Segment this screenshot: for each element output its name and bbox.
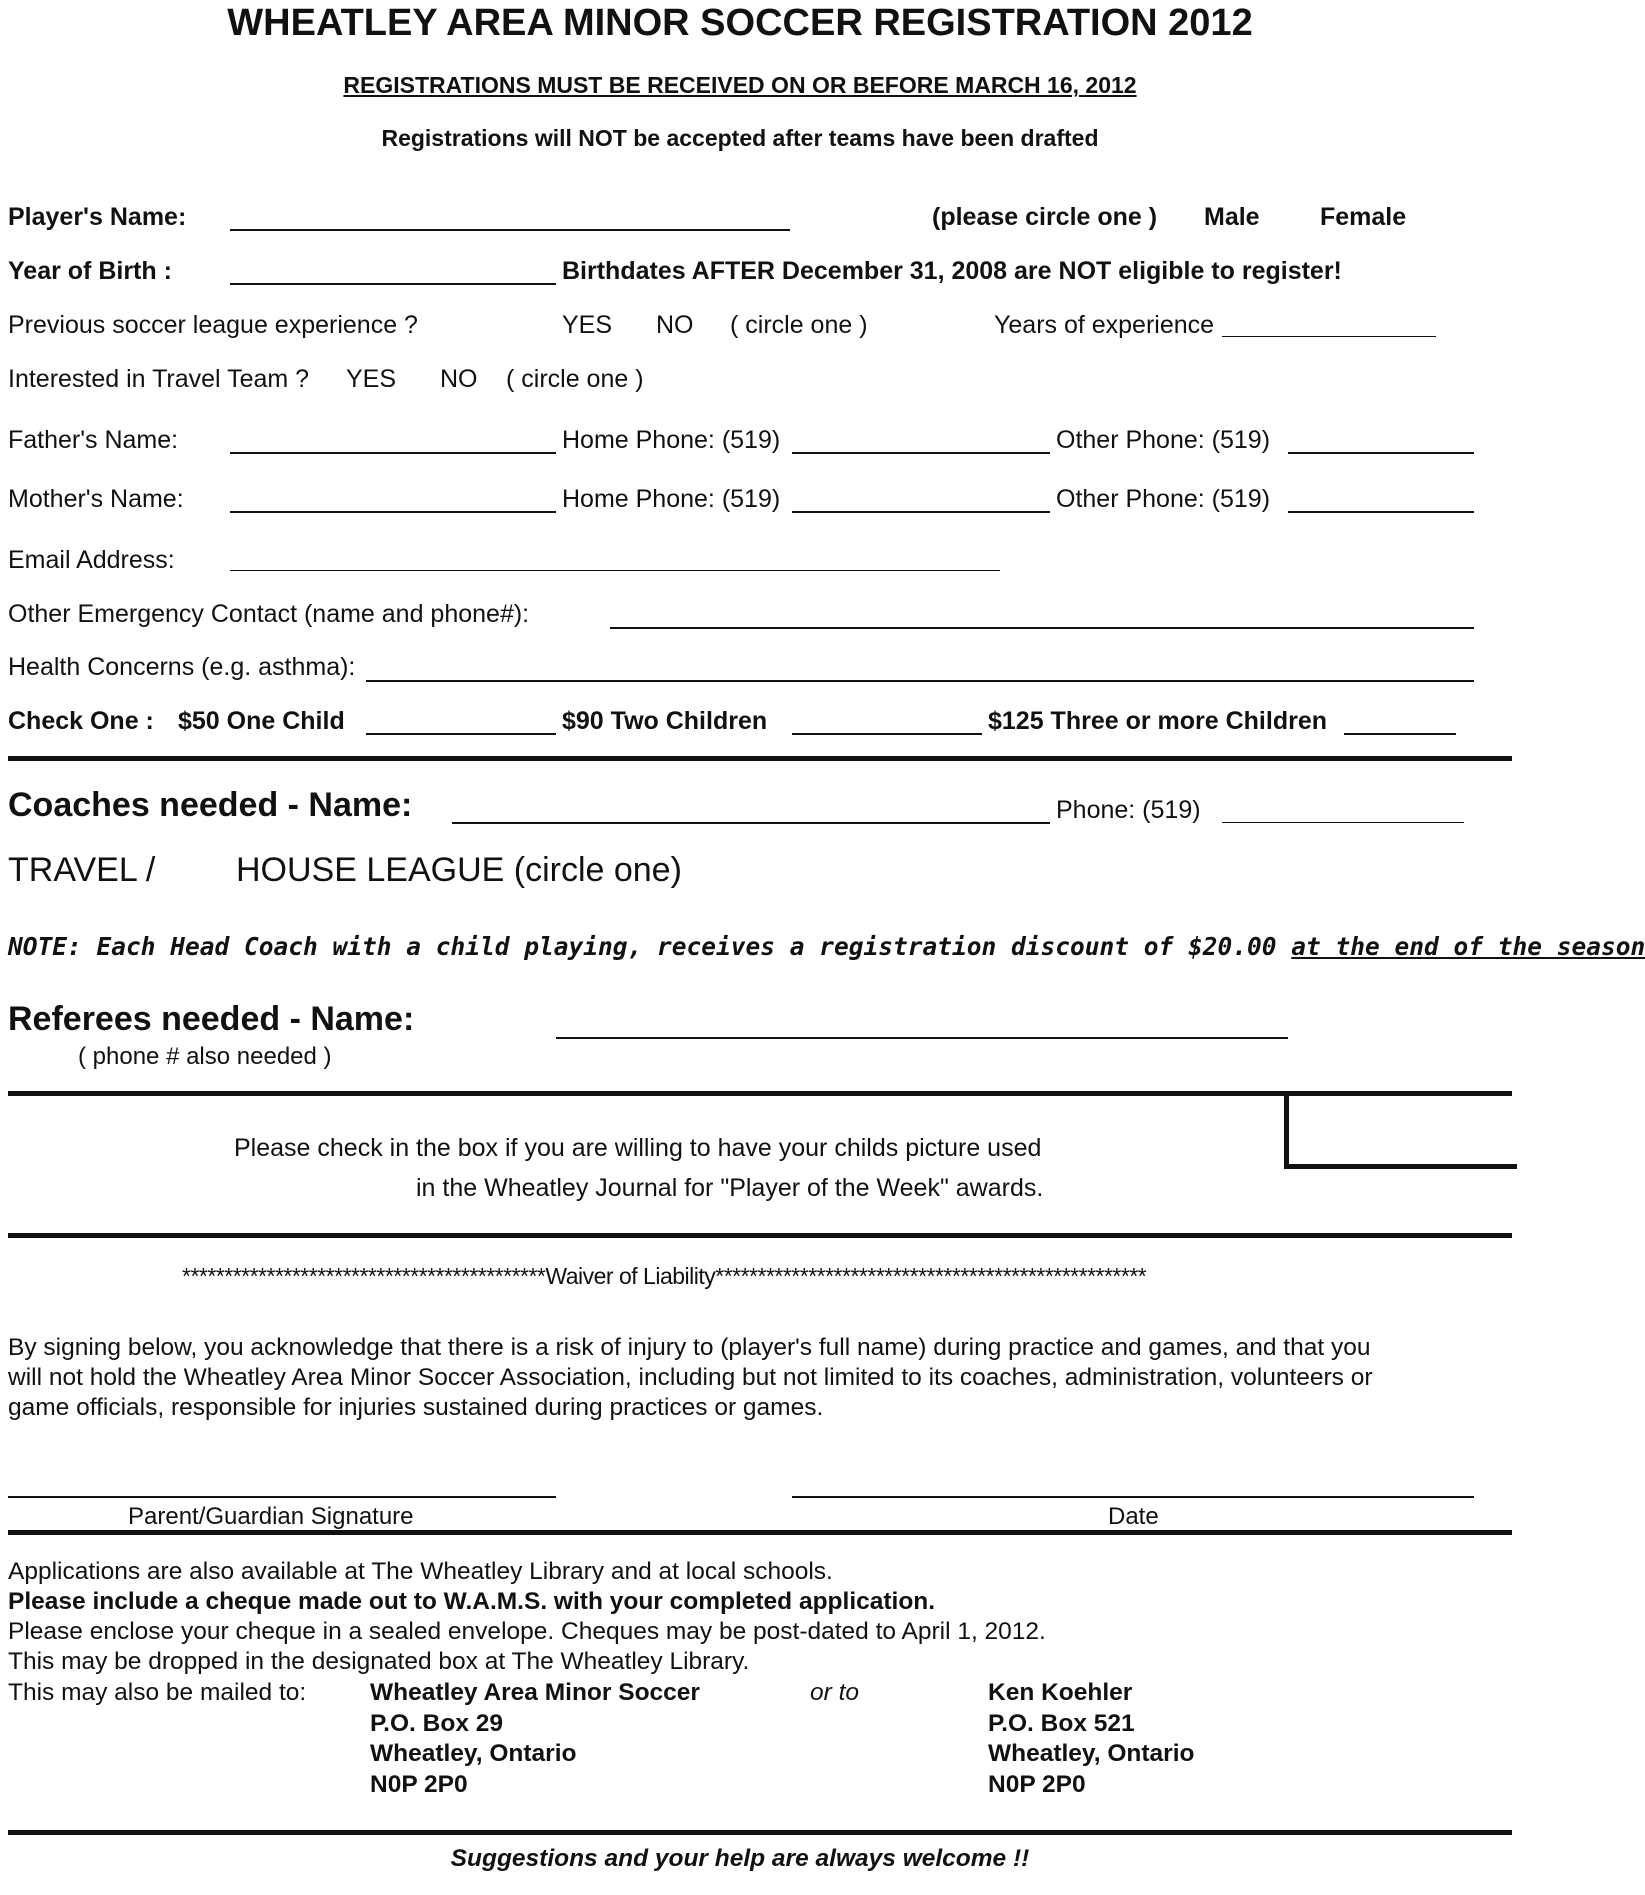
travel-yes-option[interactable]: YES — [346, 365, 397, 393]
fee-three-children-label: $125 Three or more Children — [988, 707, 1328, 735]
signature-label: Parent/Guardian Signature — [128, 1503, 414, 1530]
divider — [8, 756, 1512, 761]
fee-two-children-label: $90 Two Children — [562, 707, 768, 735]
coaches-label: Coaches needed - Name: — [8, 786, 413, 824]
coach-travel-option[interactable]: TRAVEL / — [8, 851, 156, 889]
or-to-label: or to — [810, 1679, 860, 1706]
check-one-label: Check One : — [8, 707, 154, 735]
coach-discount-note — [8, 932, 1645, 961]
father-other-phone-label: Other Phone: (519) — [1056, 426, 1271, 454]
father-home-phone-label: Home Phone: (519) — [562, 426, 781, 454]
drafting-notice: Registrations will NOT be accepted after teams have been drafted — [381, 125, 1099, 151]
father-other-phone-field[interactable] — [1288, 452, 1474, 454]
address-line: Wheatley, Ontario — [988, 1740, 1195, 1767]
waiver-text-line2: will not hold the Wheatley Area Minor Soccer Association, including but not limited to its coaches, administration, volunteers or — [8, 1364, 1373, 1391]
signature-field[interactable] — [8, 1496, 556, 1498]
address-line: P.O. Box 521 — [988, 1709, 1135, 1737]
coach-phone-label: Phone: (519) — [1056, 796, 1201, 824]
address-line: P.O. Box 29 — [370, 1709, 504, 1737]
mailing-address-1 — [370, 1679, 700, 1801]
email-field[interactable] — [230, 570, 1000, 571]
travel-circle-note: ( circle one ) — [506, 365, 644, 393]
coach-discount-note-text: NOTE: Each Head Coach with a child playing, receives a registration discount of $20.00 — [8, 932, 1277, 961]
coach-discount-note-underlined: at the end of the season — [1291, 932, 1645, 961]
gender-male-option[interactable]: Male — [1204, 203, 1260, 231]
enclose-instructions: Please enclose your cheque in a sealed envelope. Cheques may be post-dated to April 1, 2012. — [8, 1618, 1046, 1645]
experience-no-option[interactable]: NO — [656, 311, 694, 339]
mail-instructions: This may also be mailed to: — [8, 1679, 307, 1706]
divider — [8, 1530, 1512, 1535]
referees-sub-label: ( phone # also needed ) — [78, 1043, 332, 1070]
divider — [8, 1233, 1512, 1238]
experience-yes-option[interactable]: YES — [562, 311, 613, 339]
fee-one-child-label: $50 One Child — [178, 707, 345, 735]
closing-message: Suggestions and your help are always welcome !! — [450, 1845, 1030, 1872]
deadline-notice: REGISTRATIONS MUST BE RECEIVED ON OR BEFORE MARCH 16, 2012 — [343, 72, 1137, 98]
health-concerns-field[interactable] — [366, 680, 1474, 682]
year-of-birth-label: Year of Birth : — [8, 257, 172, 285]
year-of-birth-field[interactable] — [230, 283, 556, 285]
emergency-contact-label: Other Emergency Contact (name and phone#): — [8, 600, 530, 628]
address-line: N0P 2P0 — [988, 1770, 1086, 1798]
availability-text: Applications are also available at The Wheatley Library and at local schools. — [8, 1558, 833, 1585]
photo-consent-line2: in the Wheatley Journal for "Player of the Week" awards. — [416, 1174, 1044, 1202]
address-line: Wheatley Area Minor Soccer — [370, 1679, 700, 1706]
waiver-text-line3: game officials, responsible for injuries sustained during practices or games. — [8, 1394, 824, 1421]
gender-female-option[interactable]: Female — [1320, 203, 1407, 231]
divider — [8, 1830, 1512, 1835]
health-concerns-label: Health Concerns (e.g. asthma): — [8, 653, 356, 681]
address-line: Wheatley, Ontario — [370, 1740, 577, 1767]
drop-off-instructions: This may be dropped in the designated box at The Wheatley Library. — [8, 1648, 750, 1675]
player-name-field[interactable] — [230, 229, 790, 231]
photo-consent-checkbox[interactable] — [1284, 1092, 1517, 1169]
father-name-label: Father's Name: — [8, 426, 179, 454]
date-label: Date — [1108, 1503, 1159, 1530]
mother-name-field[interactable] — [230, 511, 556, 513]
email-label: Email Address: — [8, 546, 175, 574]
travel-team-label: Interested in Travel Team ? — [8, 365, 310, 393]
fee-one-child-field[interactable] — [366, 733, 556, 735]
mother-home-phone-label: Home Phone: (519) — [562, 485, 781, 513]
mother-other-phone-field[interactable] — [1288, 511, 1474, 513]
mother-name-label: Mother's Name: — [8, 485, 184, 513]
fee-three-children-field[interactable] — [1344, 733, 1456, 735]
experience-circle-note: ( circle one ) — [730, 311, 868, 339]
travel-no-option[interactable]: NO — [440, 365, 478, 393]
mother-other-phone-label: Other Phone: (519) — [1056, 485, 1271, 513]
waiver-text-line1: By signing below, you acknowledge that there is a risk of injury to (player's full name) during practice and games, and that you — [8, 1334, 1371, 1361]
coach-house-league-option[interactable]: HOUSE LEAGUE (circle one) — [236, 851, 682, 889]
photo-consent-line1: Please check in the box if you are willing to have your childs picture used — [234, 1134, 1042, 1162]
father-name-field[interactable] — [230, 452, 556, 454]
years-experience-field[interactable] — [1222, 336, 1436, 337]
player-name-label: Player's Name: — [8, 203, 187, 231]
cheque-instructions: Please include a cheque made out to W.A.M.S. with your completed application. — [8, 1588, 936, 1615]
referees-label: Referees needed - Name: — [8, 1000, 415, 1038]
experience-label: Previous soccer league experience ? — [8, 311, 418, 339]
date-field[interactable] — [792, 1496, 1474, 1498]
referee-name-field[interactable] — [556, 1037, 1288, 1039]
address-line: Ken Koehler — [988, 1679, 1133, 1706]
mailing-address-2 — [988, 1679, 1194, 1801]
father-home-phone-field[interactable] — [792, 452, 1050, 454]
eligibility-note: Birthdates AFTER December 31, 2008 are NOT eligible to register! — [562, 257, 1342, 285]
mother-home-phone-field[interactable] — [792, 511, 1050, 513]
waiver-heading: *******************************************Waiver of Liability*************************************************** — [182, 1263, 1147, 1289]
years-experience-label: Years of experience — [994, 311, 1215, 339]
form-title: WHEATLEY AREA MINOR SOCCER REGISTRATION 2012 — [227, 2, 1253, 44]
coach-phone-field[interactable] — [1222, 822, 1464, 823]
emergency-contact-field[interactable] — [610, 627, 1474, 629]
coach-name-field[interactable] — [452, 822, 1050, 824]
address-line: N0P 2P0 — [370, 1770, 468, 1798]
fee-two-children-field[interactable] — [792, 733, 982, 735]
gender-prompt: (please circle one ) — [932, 203, 1158, 231]
